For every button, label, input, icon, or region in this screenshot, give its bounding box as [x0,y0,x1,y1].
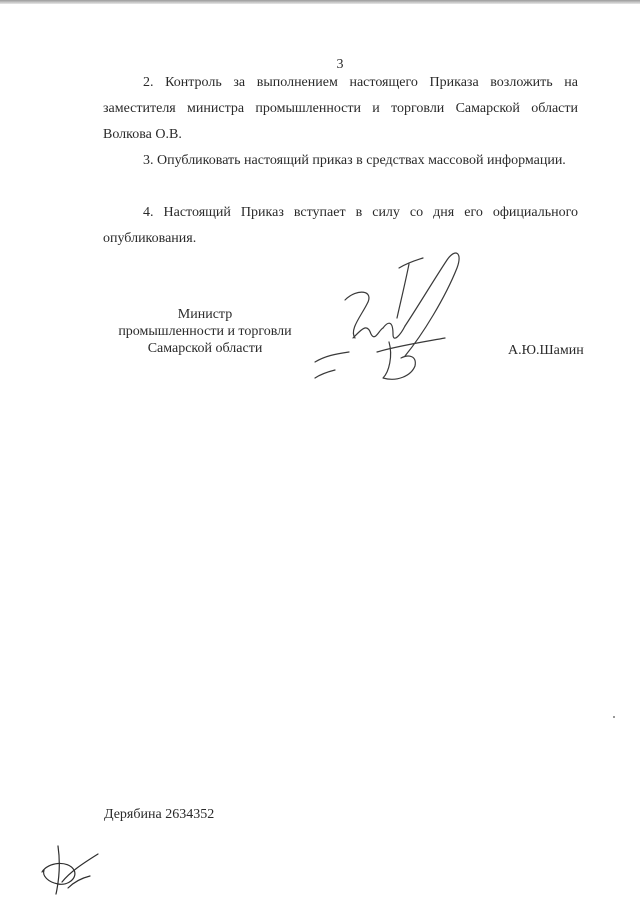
signatory-title-line: Министр [177,307,233,322]
paragraph-effective-text: 4. Настоящий Приказ вступает в силу со дня его официального опубликования. [103,205,578,246]
handwritten-initials [30,842,105,897]
scan-edge [0,0,640,4]
executor-contact: Дерябина 2634352 [104,807,215,822]
paragraph-control [103,70,578,148]
paragraph-publish [103,148,578,174]
signatory-title-line: Самарской области [147,341,263,356]
signatory-title-line: промышленности и торговли [118,324,292,339]
paragraph-control-text: 2. Контроль за выполнением настоящего Приказа возложить на заместителя министра промышленности и торговли Самарской области Волкова О.В. [103,75,578,142]
signatory-title [100,306,310,357]
page-number: 3 [336,57,344,72]
handwritten-signature [305,238,485,388]
paragraph-publish-text: 3. Опубликовать настоящий приказ в средствах массовой информации. [143,153,566,168]
signer-name: А.Ю.Шамин [508,343,584,358]
scan-speck [613,716,615,718]
